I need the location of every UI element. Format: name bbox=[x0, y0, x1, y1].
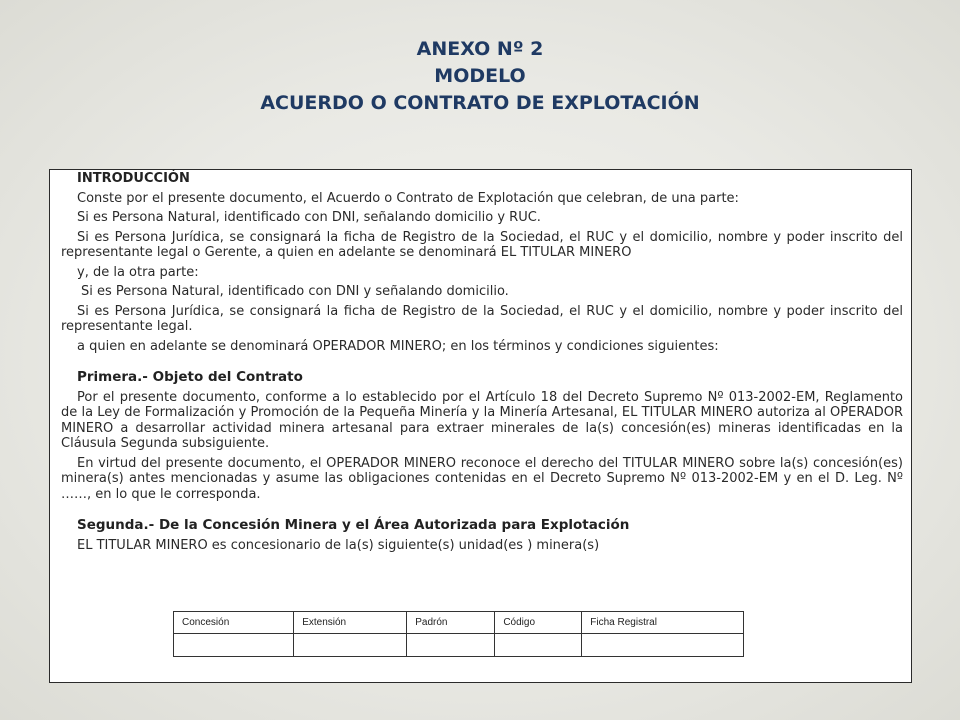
intro-heading: INTRODUCCIÓN bbox=[77, 171, 190, 186]
table-cell bbox=[174, 634, 294, 657]
intro-paragraph-7: a quien en adelante se denominará OPERADOR MINERO; en los términos y condiciones siguientes: bbox=[77, 338, 719, 354]
intro-paragraph-6: Si es Persona Jurídica, se consignará la ficha de Registro de la Sociedad, el RUC y el domicilio, nombre y poder inscrito del representante legal. bbox=[61, 303, 903, 334]
intro-paragraph-2: Si es Persona Natural, identificado con DNI, señalando domicilio y RUC. bbox=[77, 210, 541, 225]
intro-paragraph-5: Si es Persona Natural, identificado con DNI y señalando domicilio. bbox=[81, 284, 509, 299]
table-cell bbox=[294, 634, 407, 657]
title-line-contract: ACUERDO O CONTRATO DE EXPLOTACIÓN bbox=[260, 92, 700, 114]
column-header-padron: Padrón bbox=[407, 612, 495, 634]
document-title bbox=[0, 36, 960, 117]
title-line-model: MODELO bbox=[434, 65, 526, 87]
clause-1-paragraph-1: Por el presente documento, conforme a lo establecido por el Artículo 18 del Decreto Supremo Nº 013-2002-EM, Reglamento de la Ley de Formalización y Promoción de la Pequeña Minería y la Minería Artesanal, EL TITULAR MINERO autoriza al OPERADOR MINERO a desarrollar actividad minera artesanal para extraer minerales de la(s) concesión(es) mineras identificadas en la Cláusula Segunda subsiguiente. bbox=[61, 389, 903, 451]
column-header-ficha-registral: Ficha Registral bbox=[582, 612, 744, 634]
table-cell bbox=[407, 634, 495, 657]
table-cell bbox=[582, 634, 744, 657]
clause-2-heading: Segunda.- De la Concesión Minera y el Área Autorizada para Explotación bbox=[77, 517, 630, 533]
intro-paragraph-3: Si es Persona Jurídica, se consignará la ficha de Registro de la Sociedad, el RUC y el domicilio, nombre y poder inscrito del representante legal o Gerente, a quien en adelante se denominará EL TITULAR MINERO bbox=[61, 229, 903, 260]
column-header-codigo: Código bbox=[495, 612, 582, 634]
table-row bbox=[174, 634, 744, 657]
title-line-annex: ANEXO Nº 2 bbox=[416, 38, 544, 60]
table-header-row bbox=[174, 612, 744, 634]
column-header-concesion: Concesión bbox=[174, 612, 294, 634]
intro-paragraph-4: y, de la otra parte: bbox=[77, 264, 199, 280]
intro-paragraph-1: Conste por el presente documento, el Acuerdo o Contrato de Explotación que celebran, de una parte: bbox=[77, 190, 739, 206]
document-body bbox=[61, 171, 903, 557]
clause-1-paragraph-2: En virtud del presente documento, el OPERADOR MINERO reconoce el derecho del TITULAR MINERO sobre la(s) concesión(es) minera(s) antes mencionadas y asume las obligaciones contenidas en el Decreto Supremo Nº 013-2002-EM y en el D. Leg. Nº ……, en lo que le corresponda. bbox=[61, 455, 903, 502]
concession-table bbox=[173, 611, 744, 657]
table-cell bbox=[495, 634, 582, 657]
clause-1-heading: Primera.- Objeto del Contrato bbox=[77, 369, 303, 385]
clause-2-paragraph-1: EL TITULAR MINERO es concesionario de la(s) siguiente(s) unidad(es ) minera(s) bbox=[77, 537, 600, 553]
column-header-extension: Extensión bbox=[294, 612, 407, 634]
